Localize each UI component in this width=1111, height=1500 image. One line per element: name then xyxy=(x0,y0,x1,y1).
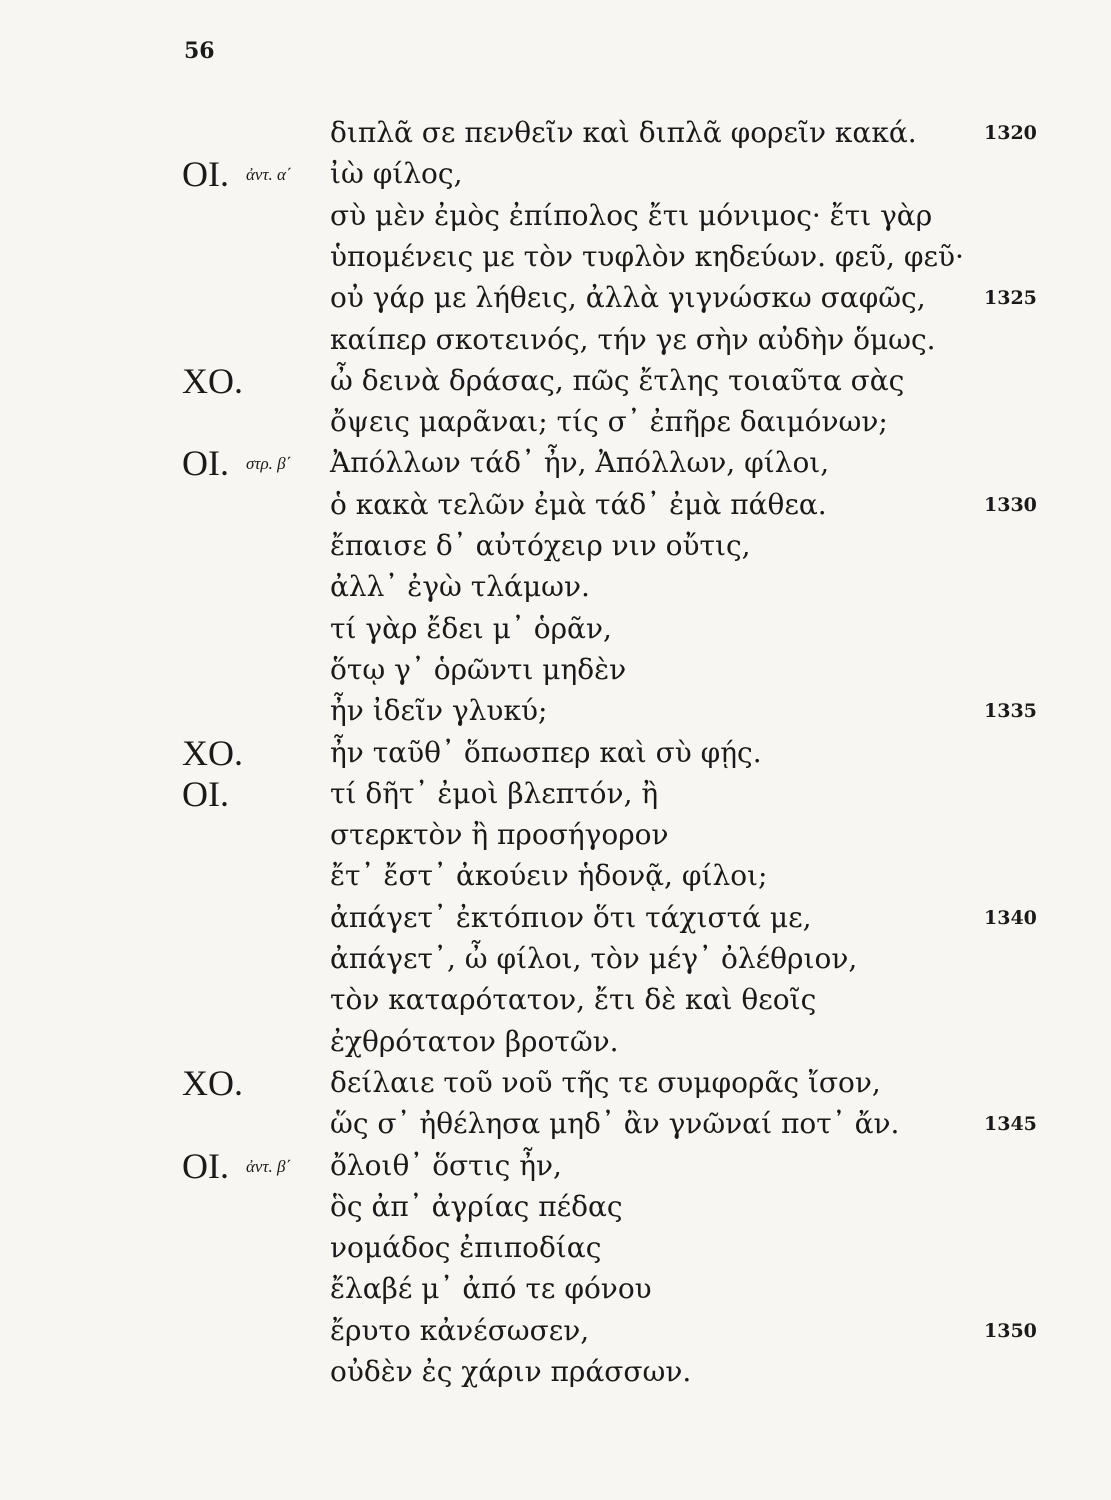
verse-text: ἦν ἰδεῖν γλυκύ; xyxy=(330,694,548,728)
speaker-label: ΟΙ. xyxy=(182,773,229,814)
line-number: 1350 xyxy=(984,1319,1037,1342)
verse-text: ἀλλ᾽ ἐγὼ τλάμων. xyxy=(330,570,590,604)
verse-line xyxy=(0,193,1111,239)
verse-text: νομάδος ἐπιποδίας xyxy=(330,1231,602,1265)
speaker-label: ΧΟ. xyxy=(182,360,243,401)
verse-text: ἦν ταῦθ᾽ ὅπωσπερ καὶ σὺ φῄς. xyxy=(330,735,762,769)
verse-text: διπλᾶ σε πενθεῖν καὶ διπλᾶ φορεῖν κακά. xyxy=(330,116,917,149)
verse-text: οὐ γάρ με λήθεις, ἀλλὰ γιγνώσκω σαφῶς, xyxy=(330,281,926,315)
verse-line xyxy=(0,317,1111,363)
line-number: 1345 xyxy=(984,1113,1037,1136)
verse-text: ἔλαβέ μ᾽ ἀπό τε φόνου xyxy=(330,1272,652,1306)
verse-text: στερκτὸν ἢ προσήγορον xyxy=(330,818,669,852)
verse-line xyxy=(0,977,1111,1023)
verse-text: ἔπαισε δ᾽ αὐτόχειρ νιν οὔτις, xyxy=(330,529,751,562)
strophe-marker: ἀντ. α΄ xyxy=(246,165,292,185)
verse-text: καίπερ σκοτεινός, τήν γε σὴν αὐδὴν ὅμως. xyxy=(330,322,936,356)
speaker-label: ΟΙ. xyxy=(182,1145,229,1186)
verse-line xyxy=(0,812,1111,858)
speaker-label: ΧΟ. xyxy=(182,1062,243,1103)
verse-line xyxy=(0,110,1111,156)
verse-text: ἔτ᾽ ἔστ᾽ ἀκούειν ἡδονᾷ, φίλοι; xyxy=(330,859,768,893)
verse-line xyxy=(0,895,1111,941)
verse-line xyxy=(0,1266,1111,1312)
verse-text: ὥς σ᾽ ἠθέλησα μηδ᾽ ἂν γνῶναί ποτ᾽ ἄν. xyxy=(330,1107,900,1141)
verse-text: ὃς ἀπ᾽ ἀγρίας πέδας xyxy=(330,1189,623,1223)
verse-line xyxy=(0,564,1111,610)
speaker-label: ΧΟ. xyxy=(182,732,243,773)
verse-line xyxy=(0,730,1111,776)
verse-text: δείλαιε τοῦ νοῦ τῆς τε συμφορᾶς ἴσον, xyxy=(330,1065,881,1099)
verse-line xyxy=(0,358,1111,404)
line-number: 1340 xyxy=(984,906,1037,929)
verse-line xyxy=(0,1101,1111,1147)
verse-text: ἰὼ φίλος, xyxy=(330,157,463,191)
verse-text: ὦ δεινὰ δράσας, πῶς ἔτλης τοιαῦτα σὰς xyxy=(330,363,905,397)
speaker-label: ΟΙ. xyxy=(182,443,229,484)
verse-text: ἔρυτο κἀνέσωσεν, xyxy=(330,1313,590,1347)
verse-line xyxy=(0,1225,1111,1271)
verse-line xyxy=(0,399,1111,445)
verse-line xyxy=(0,853,1111,899)
verse-text: τὸν καταρότατον, ἔτι δὲ καὶ θεοῖς xyxy=(330,983,817,1017)
verse-text: ὄψεις μαρᾶναι; τίς σ᾽ ἐπῆρε δαιμόνων; xyxy=(330,405,888,439)
verse-text: σὺ μὲν ἐμὸς ἐπίπολος ἔτι μόνιμος· ἔτι γὰρ xyxy=(330,198,933,232)
verse-text: Ἀπόλλων τάδ᾽ ἦν, Ἀπόλλων, φίλοι, xyxy=(330,446,830,480)
verse-line xyxy=(0,936,1111,982)
verse-line xyxy=(0,482,1111,528)
verse-line xyxy=(0,1019,1111,1065)
verse-text: οὐδὲν ἐς χάριν πράσσων. xyxy=(330,1355,692,1388)
verse-line xyxy=(0,523,1111,569)
verse-line xyxy=(0,1349,1111,1395)
line-number: 1325 xyxy=(984,287,1037,310)
verse-line xyxy=(0,440,1111,486)
verse-line xyxy=(0,647,1111,693)
verse-text: ἀπάγετ᾽ ἐκτόπιον ὅτι τάχιστά με, xyxy=(330,900,812,934)
verse-text: ὄλοιθ᾽ ὅστις ἦν, xyxy=(330,1148,562,1182)
verse-text: ἀπάγετ᾽, ὦ φίλοι, τὸν μέγ᾽ ὀλέθριον, xyxy=(330,942,858,975)
verse-line xyxy=(0,688,1111,734)
page-number: 56 xyxy=(184,38,215,64)
verse-line xyxy=(0,1060,1111,1106)
verse-line xyxy=(0,1143,1111,1189)
verse-text: ὅτῳ γ᾽ ὁρῶντι μηδὲν xyxy=(330,652,627,686)
verse-text: τί γὰρ ἔδει μ᾽ ὁρᾶν, xyxy=(330,611,612,645)
speaker-label: ΟΙ. xyxy=(182,154,229,195)
line-number: 1330 xyxy=(984,493,1037,516)
verse-text: ἐχθρότατον βροτῶν. xyxy=(330,1024,619,1058)
verse-line xyxy=(0,275,1111,321)
verse-line xyxy=(0,151,1111,197)
line-number: 1320 xyxy=(984,122,1037,144)
strophe-marker: ἀντ. β΄ xyxy=(246,1156,292,1176)
strophe-marker: στρ. β΄ xyxy=(246,454,292,474)
verse-text: τί δῆτ᾽ ἐμοὶ βλεπτόν, ἢ xyxy=(330,776,659,810)
verse-text: ὁ κακὰ τελῶν ἐμὰ τάδ᾽ ἐμὰ πάθεα. xyxy=(330,487,827,521)
verse-line xyxy=(0,771,1111,817)
verse-line xyxy=(0,1184,1111,1230)
verse-text: ὑπομένεις με τὸν τυφλὸν κηδεύων. φεῦ, φεῦ· xyxy=(330,239,964,273)
verse-line xyxy=(0,1308,1111,1354)
line-number: 1335 xyxy=(984,700,1037,723)
verse-line xyxy=(0,606,1111,652)
verse-line xyxy=(0,234,1111,280)
